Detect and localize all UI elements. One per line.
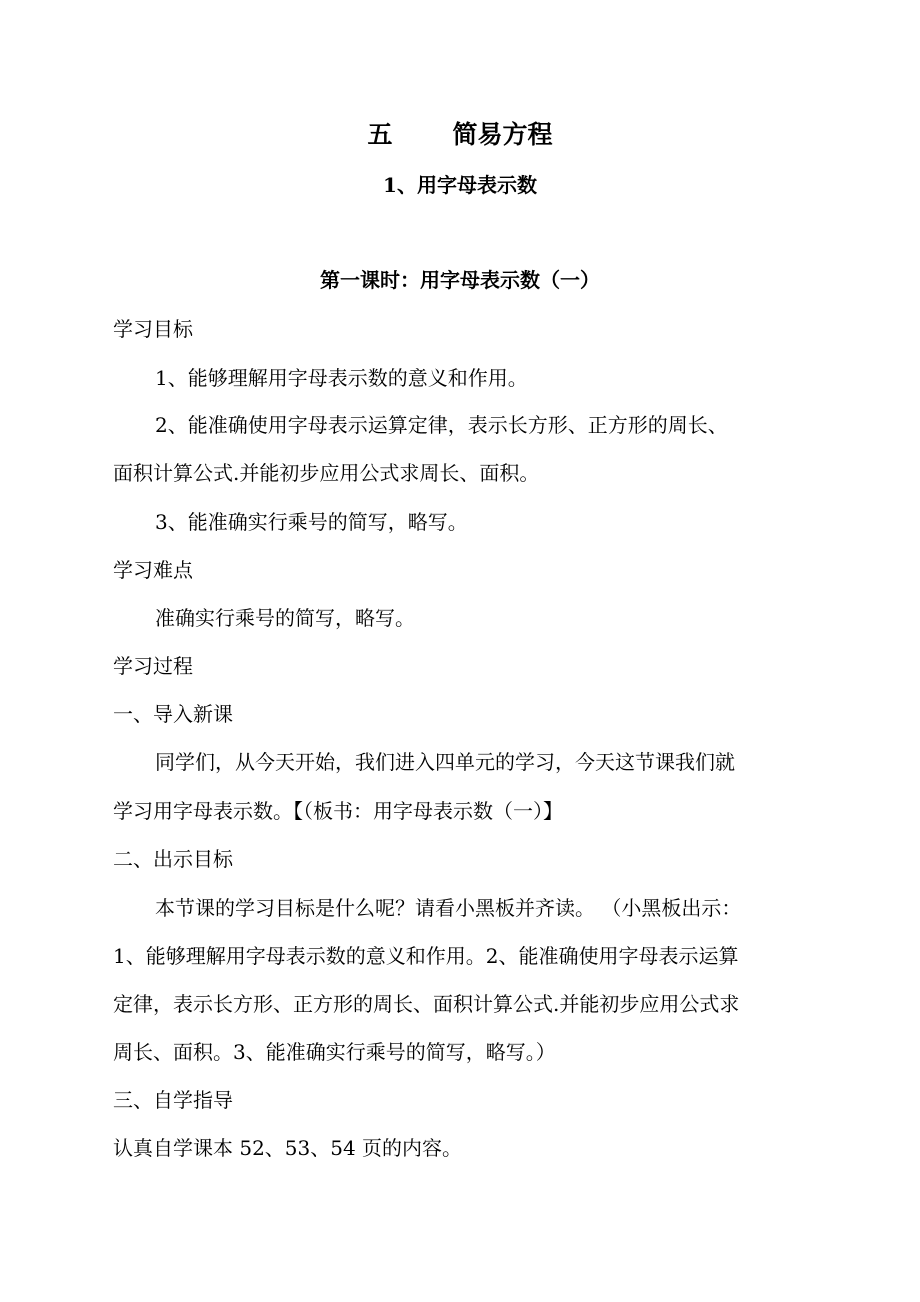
learning-goals-heading: 学习目标 [113, 317, 193, 341]
part-1-line-1: 同学们，从今天开始，我们进入四单元的学习，今天这节课我们就 [155, 750, 735, 774]
part-2-line-4: 周长、面积。3、能准确实行乘号的简写，略写。） [113, 1040, 556, 1064]
part-2-line-3: 定律，表示长方形、正方形的周长、面积计算公式.并能初步应用公式求 [113, 992, 740, 1016]
difficulty-heading: 学习难点 [113, 558, 193, 582]
chapter-heading [0, 118, 920, 152]
section-title: 1、用字母表示数 [383, 173, 537, 197]
part-1-heading: 一、导入新课 [113, 702, 233, 726]
part-3-heading: 三、自学指导 [113, 1088, 233, 1112]
goal-1: 1、能够理解用字母表示数的意义和作用。 [155, 366, 528, 390]
goal-2-line-2: 面积计算公式.并能初步应用公式求周长、面积。 [113, 461, 540, 485]
chapter-title: 简易方程 [452, 120, 553, 149]
process-heading: 学习过程 [113, 654, 193, 678]
part-3-line-1: 认真自学课本 52、53、54 页的内容。 [113, 1136, 463, 1160]
part-2-line-2: 1、能够理解用字母表示数的意义和作用。2、能准确使用字母表示运算 [113, 944, 739, 968]
part-1-line-2: 学习用字母表示数。【（板书：用字母表示数（一）】 [113, 799, 563, 823]
goal-2-line-1: 2、能准确使用字母表示运算定律，表示长方形、正方形的周长、 [155, 413, 728, 437]
part-2-line-1: 本节课的学习目标是什么呢？请看小黑板并齐读。 （小黑板出示： [155, 896, 742, 920]
chapter-number: 五 [367, 120, 393, 149]
part-2-heading: 二、出示目标 [113, 847, 233, 871]
goal-3: 3、能准确实行乘号的简写，略写。 [155, 510, 468, 534]
difficulty-text: 准确实行乘号的简写，略写。 [155, 606, 415, 630]
lesson-title: 第一课时：用字母表示数（一） [320, 268, 600, 292]
